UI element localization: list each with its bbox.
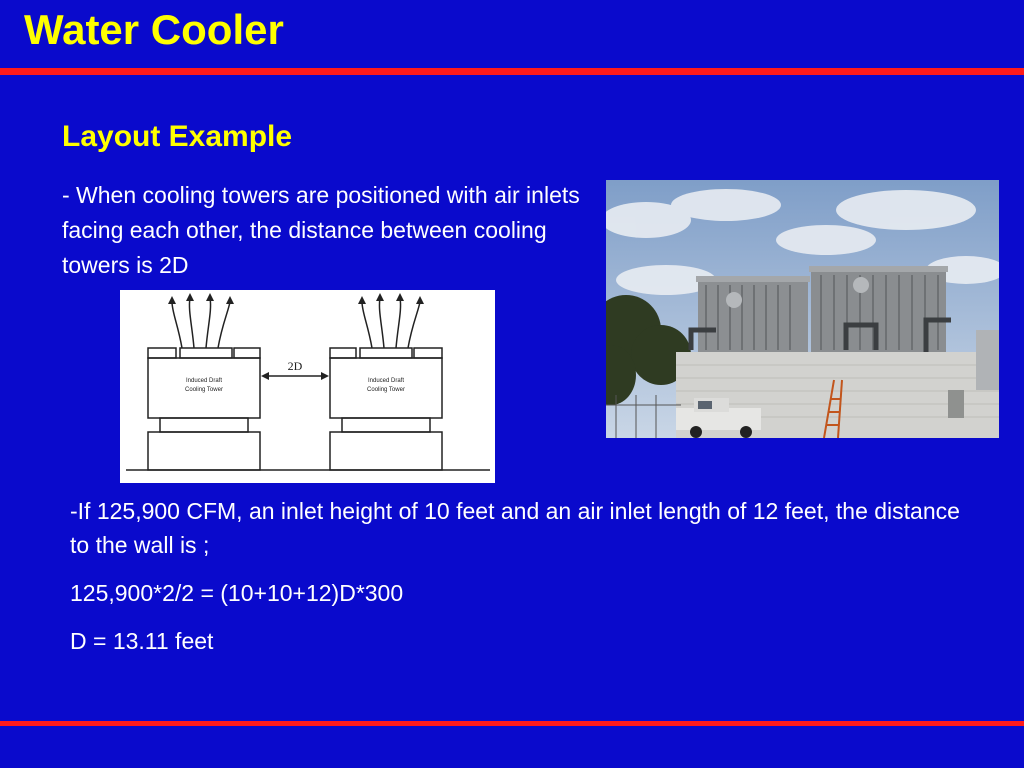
- top-divider: [0, 68, 1024, 75]
- right-tower-label-1: Induced Draft: [367, 378, 405, 384]
- left-tower-label-2: Cooling Tower: [185, 387, 223, 393]
- layout-description: - When cooling towers are positioned with air inlets facing each other, the distance between cooling towers is 2D: [62, 182, 580, 278]
- result: D = 13.11 feet: [70, 628, 214, 654]
- cooling-tower-diagram: [120, 290, 495, 483]
- cooling-tower-photo: [606, 180, 999, 438]
- left-tower-label-1: Induced Draft: [185, 378, 223, 384]
- slide-title: Water Cooler: [24, 6, 284, 53]
- right-tower-label-2: Cooling Tower: [367, 387, 405, 393]
- spacing-label: 2D: [287, 359, 303, 373]
- section-heading: Layout Example: [62, 120, 293, 153]
- problem-statement: -If 125,900 CFM, an inlet height of 10 feet and an air inlet length of 12 feet, the distance to the wall is ;: [70, 498, 960, 558]
- bottom-divider: [0, 721, 1024, 726]
- calculation-text: [70, 494, 970, 672]
- equation: 125,900*2/2 = (10+10+12)D*300: [70, 580, 404, 606]
